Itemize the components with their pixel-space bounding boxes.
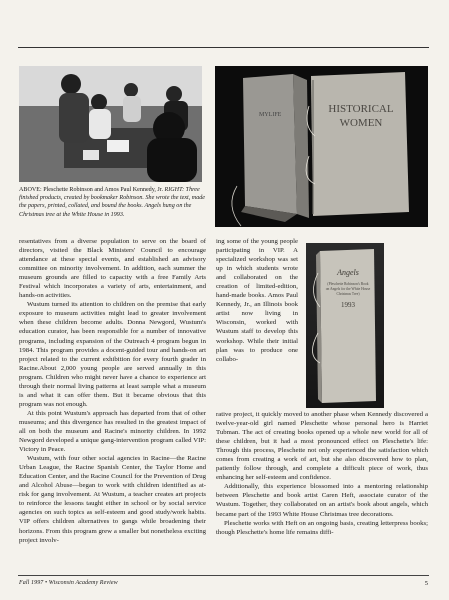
body-column-left bbox=[19, 237, 206, 545]
svg-text:on Angels for the White House: on Angels for the White House bbox=[325, 287, 371, 291]
photo-children-workshop bbox=[19, 66, 202, 182]
angels-book-title: Angels bbox=[337, 268, 359, 277]
book-spine-text: MYLIFE bbox=[259, 112, 282, 118]
caption-text: RIGHT: Three finished products, created by bookmaker Robinson. She wrote the text, made the papers, printed, collated, and bound the books. Angels hung on the Christmas tree at the White House in 1993. bbox=[19, 187, 205, 218]
paragraph: Wustum, with four other social agencies in Racine—the Racine Urban League, the Racine Spanish Center, the Taylor Home and Education Center, and the Racine Council for the Prevention of Drug and Alcohol Abuse—began to work with children identified as at-risk for gang involvement. At Wustum, a teacher creates art projects to reinforce the lessons taught either in school or by social service agencies on such topics as self-esteem and good study/work habits. VIP offers children alternatives to gangs while broadening their horizons. From this program grew a smaller but nonetheless exciting project involv- bbox=[19, 455, 206, 544]
paragraph: Pleschette works with Heft on an ongoing basis, creating letterpress books; though Pleschette's home life remains diffi- bbox=[216, 519, 428, 536]
footer-issue: Fall 1997 • Wisconsin Academy Review bbox=[19, 580, 118, 586]
paragraph: Wustum turned its attention to children on the premise that early exposure to museum activities might lead to greater involvement when these children become adults. Donna Newgord, Wustum's education curator, has been responsible for a number of innovative programs, including expansion of the Outreach 4 program begun in 1984. This program provides a docent-guided tour and hands-on art project related to the current exhibition for every fourth grader in Racine.About 2,000 young people are served annually in this program. Children who might never have a chance to experience art through their normal living patterns at least sample what a museum is and what it can offer them. But it became obvious that this program was not enough. bbox=[19, 301, 206, 408]
book-title-line2: WOMEN bbox=[339, 117, 383, 129]
page-number: 5 bbox=[424, 580, 428, 587]
paragraph: ing some of the young people participating in VIP. A specialized workshop was set up in which students wrote and collaborated on the creation of limited-edition, hand-made books. Amos Paul Kennedy, Jr., an Illinois book artist now living in Wisconsin, worked with Wustum staff to develop this workshop. While their initial plan was to produce one collabo- bbox=[216, 238, 298, 363]
paragraph: rative project, it quickly moved to another phase when Kennedy discovered a twelve-year-old girl named Pleschette whose personal hero is Harriet Tubman. The act of creating books opened up a whole new world for all of these children, but it had a most pronounced effect on Pleschette's life: Through this process, Pleschette not only experienced the satisfaction which comes from creating a work of art, but she also discovered how to plan, patiently follow through, and complete a difficult piece of work, thus enhancing her self-esteem and confidence. bbox=[216, 411, 428, 482]
svg-text:Christmas Tree): Christmas Tree) bbox=[336, 292, 360, 296]
bottom-rule bbox=[18, 575, 429, 576]
top-rule bbox=[18, 47, 429, 48]
paragraph: Additionally, this experience blossomed into a mentoring relationship between Pleschette and book artist Caren Heft, associate curator of the Wustum. Together, they collaborated on an artist's book about angels, which became part of the 1993 White House Christmas tree decorations. bbox=[216, 483, 428, 518]
svg-text:(Pleschette Robinson's Book: (Pleschette Robinson's Book bbox=[327, 282, 369, 286]
book-title-line1: HISTORICAL bbox=[328, 103, 394, 115]
angels-book-year: 1993 bbox=[341, 301, 355, 309]
body-column-middle bbox=[216, 237, 298, 364]
caption-lead: ABOVE: Pleschette Robinson and Amos Paul Kennedy, Jr. bbox=[19, 187, 163, 193]
photo-caption bbox=[19, 186, 205, 219]
body-column-right bbox=[216, 410, 428, 537]
photo-angels-book bbox=[306, 243, 384, 408]
photo-handmade-books bbox=[215, 66, 428, 227]
paragraph: resentatives from a diverse population to serve on the board of directors, visited the Black Ministers' Council to encourage attendance at these special events, and established an advisory committee on minority involvement. In addition, each summer the museum grounds are filled to capacity with a free Family Arts Festival which incorporates a variety of arts, entertainment, and hands-on activities. bbox=[19, 238, 206, 300]
paragraph: At this point Wustum's approach has departed from that of other museums; and this divergence has resulted in the greatest impact of all on both the museum and Racine's minority children. In 1992 Newgord developed a unique gang-intervention program called VIP: Victory in Peace. bbox=[19, 409, 206, 454]
